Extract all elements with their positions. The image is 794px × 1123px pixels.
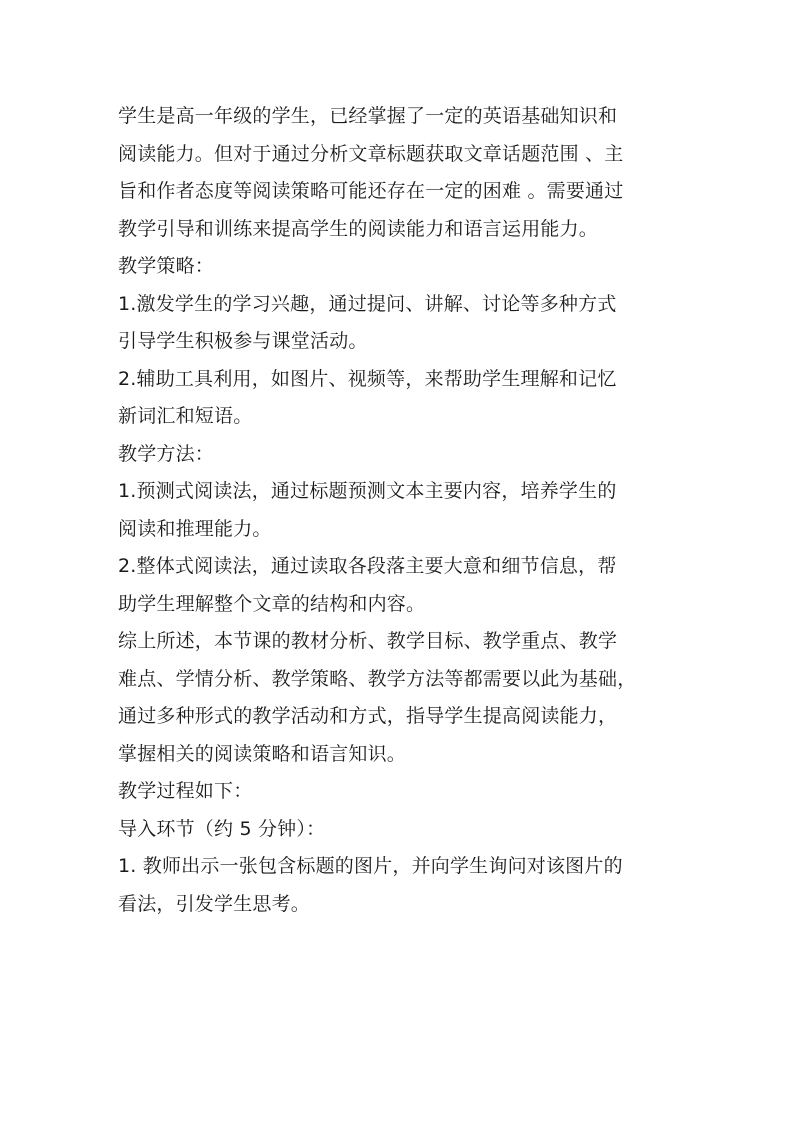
paragraph-line-2: 阅读能力。但对于通过分析文章标题获取文章话题范围 、主 (118, 142, 624, 165)
paragraph-line-1: 学生是高一年级的学生，已经掌握了一定的英语基础知识和 (118, 105, 618, 127)
method-item-2-line-2: 助学生理解整个文章的结构和内容。 (118, 592, 426, 615)
summary-line-3: 通过多种形式的教学活动和方式，指导学生提高阅读能力， (118, 705, 618, 727)
paragraph-line-4: 教学引导和训练来提高学生的阅读能力和语言运用能力。 (118, 217, 599, 240)
strategy-item-2-line-2: 新词汇和短语。 (118, 405, 253, 427)
section-heading-strategy: 教学策略： (118, 255, 215, 277)
document-body (118, 98, 690, 923)
strategy-item-1-line-2: 引导学生积极参与课堂活动。 (118, 330, 368, 352)
subsection-heading-intro: 导入环节（约 5 分钟）： (118, 817, 326, 840)
summary-line-4: 掌握相关的阅读策略和语言知识。 (118, 742, 407, 765)
paragraph-line-3: 旨和作者态度等阅读策略可能还存在一定的困难 。需要通过 (118, 180, 624, 202)
method-item-2-line-1: 2.整体式阅读法，通过读取各段落主要大意和细节信息，帮 (118, 555, 617, 577)
section-heading-process: 教学过程如下： (118, 780, 253, 802)
method-item-1-line-2: 阅读和推理能力。 (118, 517, 272, 540)
summary-line-2: 难点、学情分析、教学策略、教学方法等都需要以此为基础， (118, 667, 637, 690)
section-heading-method: 教学方法： (118, 442, 215, 465)
strategy-item-2-line-1: 2.辅助工具利用，如图片、视频等，来帮助学生理解和记忆 (118, 367, 617, 390)
intro-item-1-line-1: 1. 教师出示一张包含标题的图片，并向学生询问对该图片的 (118, 855, 623, 877)
strategy-item-1-line-1: 1.激发学生的学习兴趣，通过提问、讲解、讨论等多种方式 (118, 292, 617, 315)
summary-line-1: 综上所述，本节课的教材分析、教学目标、教学重点、教学 (118, 630, 618, 652)
method-item-1-line-1: 1.预测式阅读法，通过标题预测文本主要内容，培养学生的 (118, 480, 617, 502)
intro-item-1-line-2: 看法，引发学生思考。 (118, 892, 311, 915)
